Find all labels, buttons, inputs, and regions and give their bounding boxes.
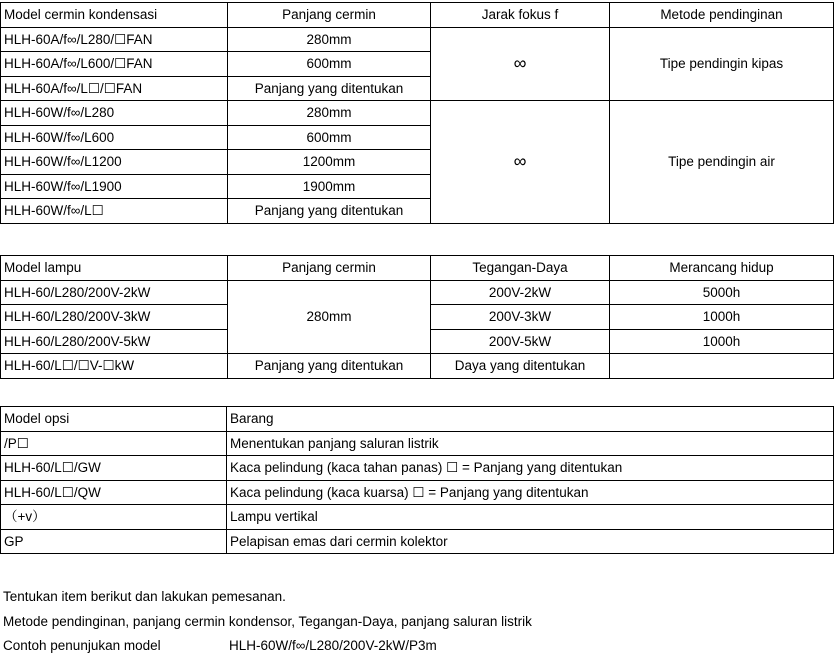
option-model-cell: （+v） [1, 505, 227, 530]
shared-length-cell: 280mm [228, 280, 431, 354]
model-cell: HLH-60A/f∞/L280/☐FAN [1, 27, 228, 52]
condenser-mirror-table [0, 2, 834, 224]
table-row [1, 505, 834, 530]
table-header-row [1, 256, 834, 281]
fan-focus-cell: ∞ [431, 27, 610, 101]
water-cooling-cell: Tipe pendingin air [610, 101, 834, 224]
option-item-cell: Kaca pelindung (kaca tahan panas) ☐ = Panjang yang ditentukan [227, 456, 834, 481]
table-row [1, 456, 834, 481]
header-focal-distance: Jarak fokus f [431, 3, 610, 28]
model-cell: HLH-60W/f∞/L1900 [1, 174, 228, 199]
model-cell: HLH-60W/f∞/L1200 [1, 150, 228, 175]
model-cell: HLH-60W/f∞/L280 [1, 101, 228, 126]
length-cell: Panjang yang ditentukan [228, 199, 431, 224]
length-cell: 1900mm [228, 174, 431, 199]
option-item-cell: Lampu vertikal [227, 505, 834, 530]
model-example-label: Contoh penunjukan model [3, 638, 161, 653]
model-cell: HLH-60/L280/200V-3kW [1, 305, 228, 330]
model-cell: HLH-60A/f∞/L600/☐FAN [1, 52, 228, 77]
length-cell: 600mm [228, 125, 431, 150]
power-cell: 200V-3kW [431, 305, 610, 330]
header-option-model: Model opsi [1, 407, 227, 432]
power-cell: 200V-5kW [431, 329, 610, 354]
header-cooling-method: Metode pendinginan [610, 3, 834, 28]
table-row [1, 101, 834, 126]
power-cell: 200V-2kW [431, 280, 610, 305]
model-cell: HLH-60/L280/200V-5kW [1, 329, 228, 354]
length-cell: 280mm [228, 101, 431, 126]
option-item-cell: Kaca pelindung (kaca kuarsa) ☐ = Panjang yang ditentukan [227, 480, 834, 505]
length-cell: 600mm [228, 52, 431, 77]
model-cell: HLH-60A/f∞/L☐/☐FAN [1, 76, 228, 101]
model-example [3, 638, 437, 653]
options-table [0, 406, 834, 554]
header-item: Barang [227, 407, 834, 432]
life-cell: 5000h [610, 280, 834, 305]
life-cell: 1000h [610, 305, 834, 330]
model-cell: HLH-60W/f∞/L600 [1, 125, 228, 150]
table-row [1, 27, 834, 52]
header-lamp-model: Model lampu [1, 256, 228, 281]
order-required-items: Metode pendinginan, panjang cermin kondensor, Tegangan-Daya, panjang saluran listrik [3, 614, 532, 629]
header-mirror-length: Panjang cermin [228, 3, 431, 28]
option-item-cell: Pelapisan emas dari cermin kolektor [227, 529, 834, 554]
length-cell: 1200mm [228, 150, 431, 175]
table-row [1, 354, 834, 379]
length-cell: Panjang yang ditentukan [228, 76, 431, 101]
model-example-value: HLH-60W/f∞/L280/200V-2kW/P3m [229, 638, 437, 653]
fan-cooling-cell: Tipe pendingin kipas [610, 27, 834, 101]
order-instruction: Tentukan item berikut dan lakukan pemesanan. [3, 589, 286, 604]
header-voltage-power: Tegangan-Daya [431, 256, 610, 281]
water-focus-cell: ∞ [431, 101, 610, 224]
header-condenser-model: Model cermin kondensasi [1, 3, 228, 28]
table-header-row [1, 407, 834, 432]
option-model-cell: HLH-60/L☐/GW [1, 456, 227, 481]
length-cell: 280mm [228, 27, 431, 52]
lamp-table [0, 255, 834, 379]
table-row [1, 280, 834, 305]
life-cell: 1000h [610, 329, 834, 354]
length-cell: Panjang yang ditentukan [228, 354, 431, 379]
model-cell: HLH-60/L☐/☐V-☐kW [1, 354, 228, 379]
option-item-cell: Menentukan panjang saluran listrik [227, 431, 834, 456]
table-header-row [1, 3, 834, 28]
header-mirror-length: Panjang cermin [228, 256, 431, 281]
power-cell: Daya yang ditentukan [431, 354, 610, 379]
model-cell: HLH-60/L280/200V-2kW [1, 280, 228, 305]
header-design-life: Merancang hidup [610, 256, 834, 281]
table-row [1, 431, 834, 456]
table-row [1, 480, 834, 505]
life-cell [610, 354, 834, 379]
option-model-cell: /P☐ [1, 431, 227, 456]
table-row [1, 529, 834, 554]
model-cell: HLH-60W/f∞/L☐ [1, 199, 228, 224]
option-model-cell: HLH-60/L☐/QW [1, 480, 227, 505]
option-model-cell: GP [1, 529, 227, 554]
